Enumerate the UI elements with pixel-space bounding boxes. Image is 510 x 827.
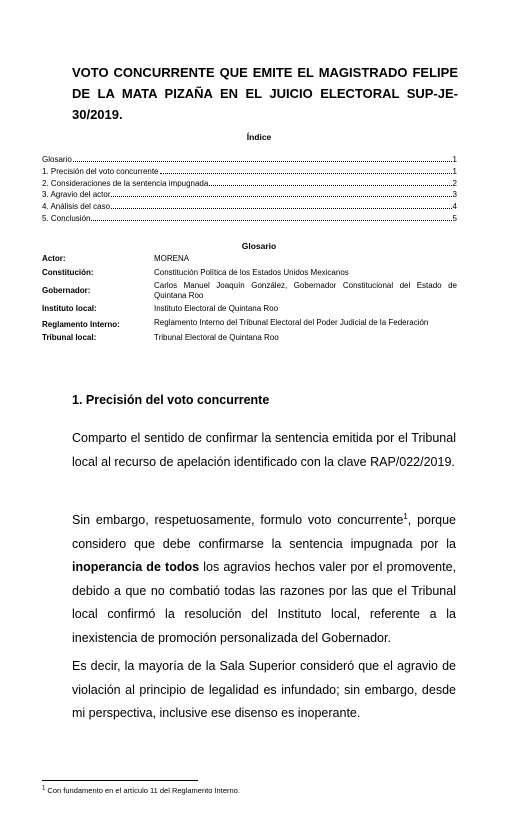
toc-entry-label: 5. Conclusión [42, 213, 91, 223]
toc-entry-page: 3 [452, 190, 457, 200]
paragraph-text: los agravios hechos valer por el promovente, debido a que no combatió todas las razones por las que el Tribunal local confirmó la resolución del Instituto local, referente a la inexistencia de promoción personalizada del Gobernador. [72, 560, 456, 645]
glossary-definition: Reglamento Interno del Tribunal Electoral del Poder Judicial de la Federación [154, 317, 429, 327]
paragraph-text: , porque considero que debe confirmarse la sentencia impugnada por la [72, 513, 456, 551]
glossary-term: Constitución: [42, 267, 94, 277]
toc-entry-label: Glosario [42, 155, 72, 164]
toc-entry-page: 4 [452, 202, 457, 212]
paragraph-text: Sin embargo, respetuosamente, formulo voto concurrente [72, 513, 404, 527]
toc-leader [73, 154, 452, 162]
toc-entry[interactable] [42, 154, 457, 166]
table-of-contents [42, 154, 457, 225]
glossary-term: Gobernador: [42, 286, 91, 295]
footnote [42, 786, 462, 795]
emphasis-text: inoperancia de todos [72, 560, 200, 574]
toc-leader [209, 178, 451, 186]
toc-entry-label: 3. Agravio del actor [42, 190, 111, 200]
toc-entry-label: 4. Análisis del caso [42, 202, 111, 212]
index-heading: Índice [246, 132, 272, 142]
document-title: VOTO CONCURRENTE QUE EMITE EL MAGISTRADO FELIPE DE LA MATA PIZAÑA EN EL JUICIO ELECTORAL SUP-JE-30/2019. [72, 65, 458, 122]
glossary-row [42, 281, 457, 300]
footnote-divider [42, 780, 198, 781]
toc-leader [91, 213, 451, 221]
glossary-definition: Constitución Política de los Estados Unidos Mexicanos [154, 267, 349, 277]
glossary-row [42, 254, 457, 264]
paragraph [72, 509, 456, 650]
glossary-term: Actor: [42, 254, 66, 263]
footnote-number: 1 [42, 785, 46, 792]
toc-entry[interactable] [42, 213, 457, 225]
glossary-definition: Carlos Manuel Joaquín González, Gobernador Constitucional del Estado de Quintana Roo [154, 281, 457, 300]
glossary-term: Instituto local: [42, 304, 97, 313]
toc-leader [111, 189, 451, 197]
paragraph: Comparto el sentido de confirmar la sentencia emitida por el Tribunal local al recurso de apelación identificado con la clave RAP/022/2019. [72, 431, 456, 469]
toc-entry-page: 1 [452, 155, 457, 164]
toc-entry[interactable] [42, 166, 457, 178]
toc-entry-page: 5 [452, 213, 457, 223]
toc-entry-label: 1. Precisión del voto concurrente [42, 166, 159, 176]
toc-entry-label: 2. Consideraciones de la sentencia impugnada [42, 178, 209, 188]
toc-leader [111, 201, 452, 209]
toc-entry[interactable] [42, 189, 457, 201]
glossary-row [42, 333, 457, 343]
toc-entry-page: 2 [452, 178, 457, 188]
glossary-term: Reglamento Interno: [42, 319, 120, 329]
toc-leader [160, 166, 452, 174]
glossary-term: Tribunal local: [42, 333, 97, 342]
glossary-row [42, 268, 457, 278]
glossary-table [42, 254, 457, 347]
footnote-reference[interactable]: 1 [403, 511, 408, 521]
glossary-definition: Tribunal Electoral de Quintana Roo [154, 333, 279, 342]
glossary-definition: MORENA [154, 254, 190, 263]
footnote-text: Con fundamento en el artículo 11 del Reglamento Interno. [45, 786, 240, 795]
glossary-row [42, 318, 457, 330]
paragraph: Es decir, la mayoría de la Sala Superior consideró que el agravio de violación al principio de legalidad es infundado; sin embargo, desde mi perspectiva, inclusive ese disenso es inoperante. [72, 659, 456, 720]
toc-entry[interactable] [42, 201, 457, 213]
glossary-definition: Instituto Electoral de Quintana Roo [154, 304, 279, 313]
glossary-row [42, 304, 457, 314]
glossary-heading: Glosario [241, 241, 277, 251]
toc-entry-page: 1 [452, 166, 457, 176]
toc-entry[interactable] [42, 178, 457, 190]
section-heading: 1. Precisión del voto concurrente [72, 393, 270, 407]
